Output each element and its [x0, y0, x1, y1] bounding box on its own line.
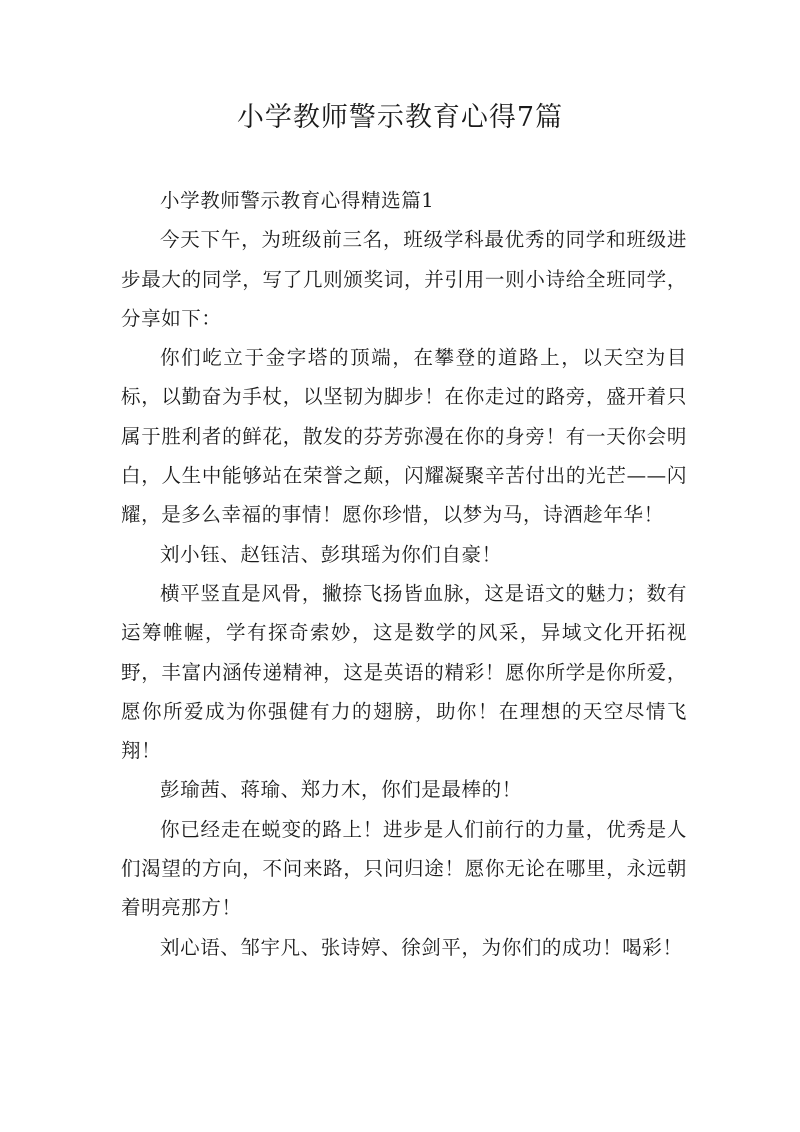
document-body: [121, 181, 687, 967]
document-title: 小学教师警示教育心得7篇: [236, 102, 564, 133]
paragraph-award-subjects: 横平竖直是风骨，撇捺飞扬皆血脉，这是语文的魅力；数有运筹帷幄，学有探奇索妙，这是数学的风采，异域文化开拓视野，丰富内涵传递精神，这是英语的精彩！愿你所学是你所爱，愿你所爱成为你强健有力的翅膀，助你！在理想的天空尽情飞翔！: [121, 581, 687, 763]
paragraph-names-subjects: 彭瑜茜、蒋瑜、郑力木，你们是最棒的！: [160, 778, 522, 802]
paragraph-award-top-three: 你们屹立于金字塔的顶端，在攀登的道路上，以天空为目标，以勤奋为手杖，以坚韧为脚步！在你走过的路旁，盛开着只属于胜利者的鲜花，散发的芬芳弥漫在你的身旁！有一天你会明白，人生中能够站在荣誉之颠，闪耀凝聚辛苦付出的光芒——闪耀，是多么幸福的事情！愿你珍惜，以梦为马，诗酒趁年华！: [121, 346, 687, 527]
paragraph-names-progress: 刘心语、邹宇凡、张诗婷、徐剑平，为你们的成功！喝彩！: [160, 935, 683, 959]
paragraph-names-top-three: 刘小钰、赵钰洁、彭琪瑶为你们自豪！: [160, 542, 502, 566]
section-heading: 小学教师警示教育心得精选篇1: [160, 189, 435, 212]
paragraph-award-progress: 你已经走在蜕变的路上！进步是人们前行的力量，优秀是人们渴望的方向，不问来路，只问归途！愿你无论在哪里，永远朝着明亮那方！: [121, 817, 687, 920]
paragraph-intro: 今天下午，为班级前三名，班级学科最优秀的同学和班级进步最大的同学，写了几则颁奖词，并引用一则小诗给全班同学，分享如下：: [121, 228, 687, 330]
